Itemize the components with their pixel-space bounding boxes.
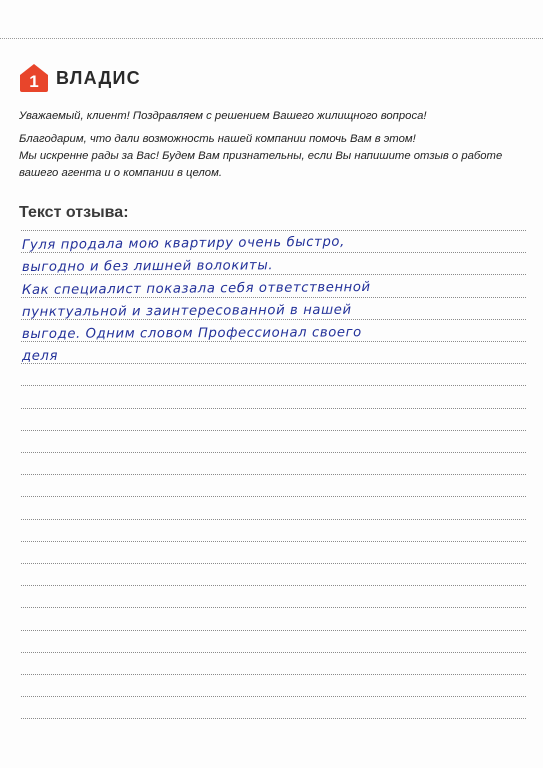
writing-line: [21, 452, 526, 453]
handwritten-line: Как специалист показала себя ответственной: [21, 279, 371, 298]
logo-badge-numeral: 1: [29, 72, 39, 91]
request-line: Мы искренне рады за Вас! Будем Вам признательны, если Вы напишите отзыв о работе: [19, 150, 503, 162]
thanks-line: Благодарим, что дали возможность нашей компании помочь Вам в этом!: [19, 133, 416, 145]
writing-line: [21, 585, 526, 586]
writing-line: [21, 607, 526, 608]
writing-line: [21, 563, 526, 564]
writing-line: [21, 541, 526, 542]
greeting-line: Уважаемый, клиент! Поздравляем с решением Вашего жилищного вопроса!: [19, 110, 427, 122]
writing-line: [21, 474, 526, 475]
writing-line: [21, 408, 526, 409]
writing-line: [21, 230, 526, 231]
writing-line: [21, 696, 526, 697]
handwritten-line: выгодно и без лишней волокиты.: [21, 258, 274, 275]
company-logo: [19, 63, 141, 93]
writing-line: [21, 519, 526, 520]
writing-line: [21, 363, 526, 364]
handwritten-line: Гуля продала мою квартиру очень быстро,: [21, 234, 345, 253]
writing-line: [21, 674, 526, 675]
review-heading: Текст отзыва:: [19, 204, 129, 221]
top-dotted-divider: [0, 38, 543, 39]
handwritten-line: деля: [22, 349, 58, 364]
writing-line: [21, 496, 526, 497]
writing-line: [21, 385, 526, 386]
handwritten-line: пунктуальной и заинтересованной в нашей: [21, 302, 352, 320]
writing-line: [21, 652, 526, 653]
company-name: ВЛАДИС: [56, 67, 141, 88]
request-line-continued: вашего агента и о компании в целом.: [19, 167, 222, 179]
intro-text: [19, 108, 524, 182]
house-badge-icon: [19, 63, 49, 93]
writing-line: [21, 430, 526, 431]
writing-line: [21, 630, 526, 631]
handwritten-line: выгоде. Одним словом Профессионал своего: [21, 325, 362, 342]
writing-line: [21, 718, 526, 719]
